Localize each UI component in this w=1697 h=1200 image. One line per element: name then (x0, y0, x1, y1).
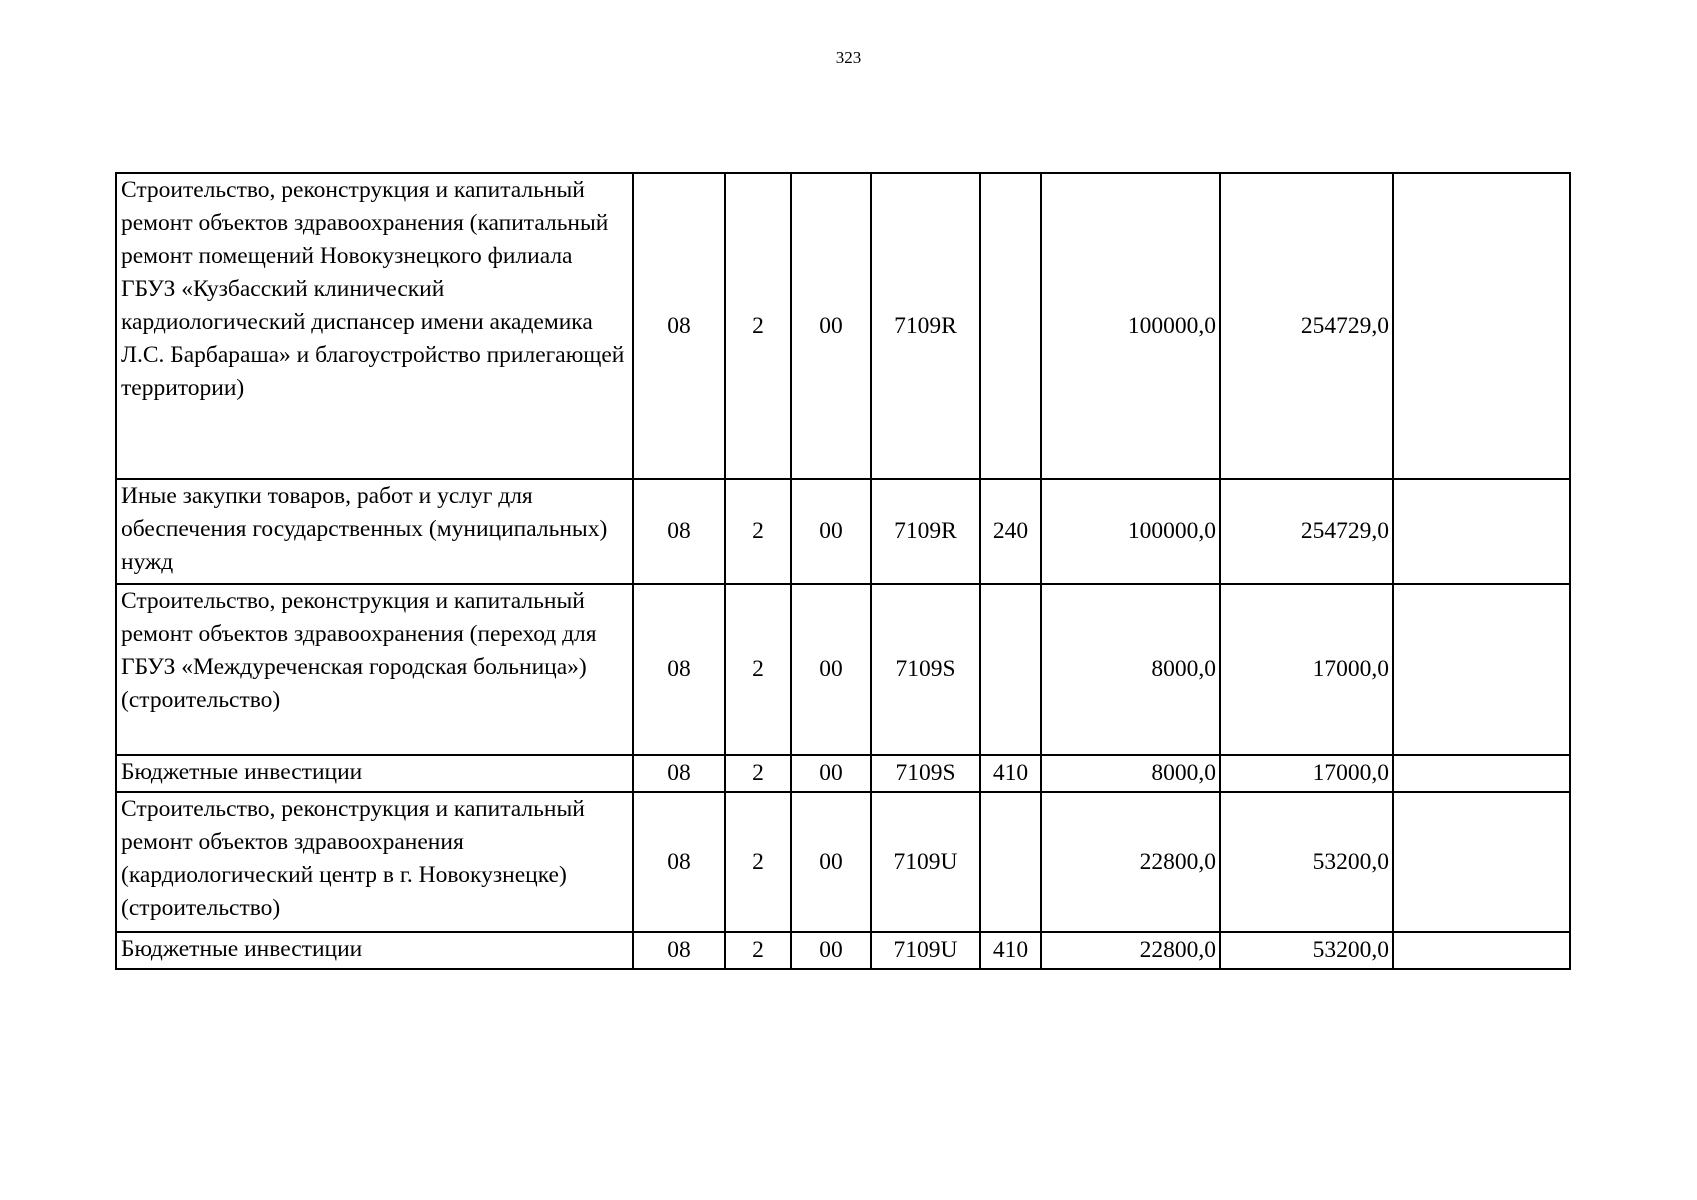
target-code: 7109U (871, 932, 980, 969)
subprogram-code: 00 (791, 755, 871, 792)
section-code: 08 (633, 792, 725, 932)
amount-1: 8000,0 (1041, 755, 1220, 792)
amount-3 (1393, 479, 1570, 584)
expense-type-code (980, 584, 1041, 755)
amount-3 (1393, 755, 1570, 792)
amount-2: 17000,0 (1220, 584, 1393, 755)
row-description: Бюджетные инвестиции (116, 755, 633, 792)
amount-3 (1393, 173, 1570, 479)
subprogram-code: 00 (791, 173, 871, 479)
expense-type-code (980, 173, 1041, 479)
section-code: 08 (633, 479, 725, 584)
amount-3 (1393, 792, 1570, 932)
expense-type-code: 240 (980, 479, 1041, 584)
budget-table (115, 172, 1571, 970)
amount-1: 100000,0 (1041, 173, 1220, 479)
program-code: 2 (725, 584, 791, 755)
table-row (116, 584, 1570, 755)
expense-type-code (980, 792, 1041, 932)
target-code: 7109R (871, 479, 980, 584)
program-code: 2 (725, 792, 791, 932)
table-row (116, 792, 1570, 932)
program-code: 2 (725, 932, 791, 969)
expense-type-code: 410 (980, 755, 1041, 792)
row-description: Строительство, реконструкция и капитальный ремонт объектов здравоохранения (кардиологический центр в г. Новокузнецке) (строительство) (116, 792, 633, 932)
table-row (116, 173, 1570, 479)
program-code: 2 (725, 479, 791, 584)
amount-1: 8000,0 (1041, 584, 1220, 755)
row-description: Строительство, реконструкция и капитальный ремонт объектов здравоохранения (капитальный ремонт помещений Новокузнецкого филиала ГБУЗ «Кузбасский клинический кардиологический диспансер имени академика Л.С. Барбараша» и благоустройство прилегающей территории) (116, 173, 633, 479)
expense-type-code: 410 (980, 932, 1041, 969)
section-code: 08 (633, 584, 725, 755)
program-code: 2 (725, 173, 791, 479)
section-code: 08 (633, 173, 725, 479)
target-code: 7109S (871, 584, 980, 755)
page-number: 323 (835, 48, 862, 67)
amount-2: 53200,0 (1220, 792, 1393, 932)
section-code: 08 (633, 932, 725, 969)
program-code: 2 (725, 755, 791, 792)
table-row (116, 479, 1570, 584)
amount-2: 53200,0 (1220, 932, 1393, 969)
target-code: 7109U (871, 792, 980, 932)
subprogram-code: 00 (791, 479, 871, 584)
subprogram-code: 00 (791, 932, 871, 969)
subprogram-code: 00 (791, 792, 871, 932)
amount-3 (1393, 584, 1570, 755)
amount-3 (1393, 932, 1570, 969)
target-code: 7109R (871, 173, 980, 479)
table-row (116, 755, 1570, 792)
row-description: Иные закупки товаров, работ и услуг для обеспечения государственных (муниципальных) нужд (116, 479, 633, 584)
table-row (116, 932, 1570, 969)
row-description: Строительство, реконструкция и капитальный ремонт объектов здравоохранения (переход для ГБУЗ «Междуреченская городская больница») (строительство) (116, 584, 633, 755)
amount-1: 22800,0 (1041, 932, 1220, 969)
section-code: 08 (633, 755, 725, 792)
amount-1: 100000,0 (1041, 479, 1220, 584)
amount-2: 254729,0 (1220, 479, 1393, 584)
target-code: 7109S (871, 755, 980, 792)
amount-2: 17000,0 (1220, 755, 1393, 792)
amount-2: 254729,0 (1220, 173, 1393, 479)
amount-1: 22800,0 (1041, 792, 1220, 932)
row-description: Бюджетные инвестиции (116, 932, 633, 969)
subprogram-code: 00 (791, 584, 871, 755)
